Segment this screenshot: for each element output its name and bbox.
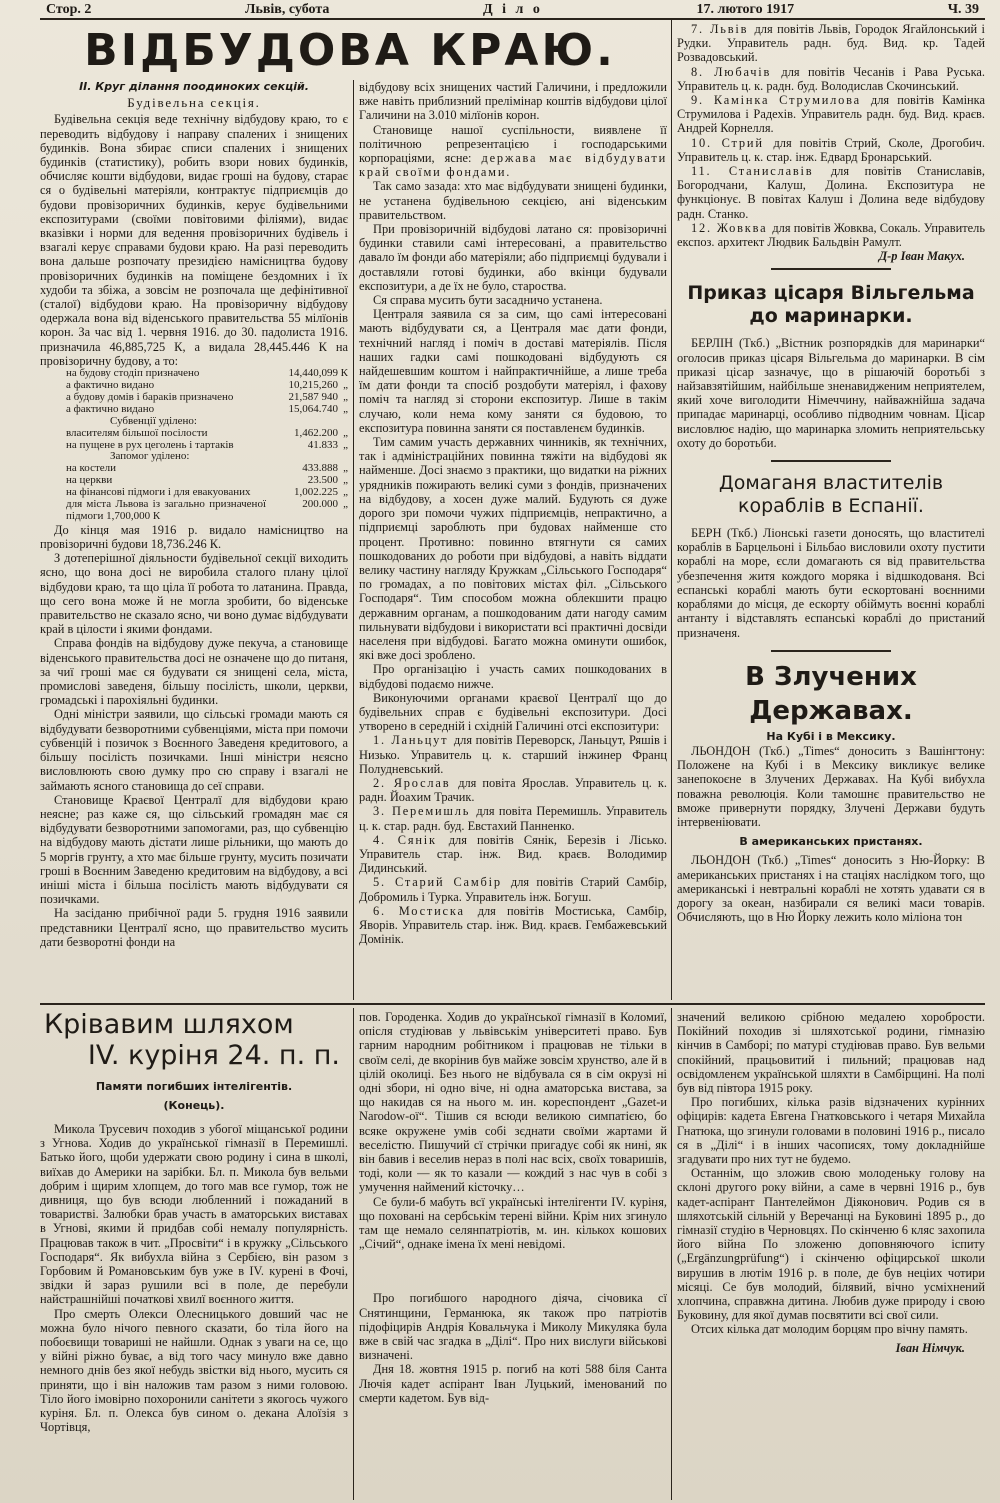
exposition-item <box>677 136 985 164</box>
finance-amount: 41.833 <box>307 438 338 451</box>
paragraph: З дотеперішної діяльности будівельної секції виходить ясно, що вона досі не виробила сталого плану цілої відбудови краю, та що ціла її робота то латанина. Правда, що сего вона може й не могла зробити, бо віденське правительство не сказало ясно, чи воно думає відбудувати край в цілости і якими фондами. <box>40 551 348 637</box>
rebuild-signature: Д-р Іван Макух. <box>878 249 965 264</box>
finance-label: а фактично видано <box>66 402 155 415</box>
finance-row <box>40 392 348 404</box>
finance-unit: „ <box>343 402 348 415</box>
page-header <box>40 2 985 20</box>
finance-unit: „ <box>343 390 348 403</box>
separator <box>771 268 891 270</box>
exposition-description: для повіта Ярослав. Управитель ц. к. радн. Йоахим Трачик. <box>359 775 667 805</box>
exposition-item <box>677 65 985 93</box>
separator <box>771 650 891 652</box>
paragraph: На засіданю прибічної ради 5. грудня 1916 заявили представники Централї ясно, що правительство мусить дати безворотні фонди на <box>40 906 348 949</box>
finance-label: власителям більшої посілости <box>66 426 208 439</box>
finance-amount: 15,064.740 <box>288 402 338 415</box>
finance-amount: 1,462.200 <box>294 426 338 439</box>
finance-label: на фінансові підмоги і для евакуованих <box>66 486 251 499</box>
finance-unit: „ <box>343 498 348 511</box>
paragraph: Ся справа мусить бути засадничо устанена. <box>373 293 603 308</box>
paragraph: Одні міністри заявили, що сільські громади мають ся відбудувати безворотними субвенціями, міста при помочи субвенцій і позичок з Воєнного Заведеня кредитового, а більшу посілість позичками. Інші міністри нєясно висловлюють свою думку про сю справу і взагалі не займають ясного становища до сеї справи. <box>40 707 348 793</box>
exposition-item <box>359 875 667 903</box>
paragraph: Централя заявила ся за сим, що самі інтересовані мають відбудувати ся, а Централя має дати фонди, технічний нагляд і поміч в доставі матеріялів. Після наших гадки самі пошкодовані відбудують ся найдешевшим коштом і найпрактичнійше, а лише треба їм дати фонди та спосіб роздобути матеріял, і фахову поміч та нагляд зі сторони експозитур. Лише в такім случаю, коли нема кому заняти ся будовою, то експозитура повинна заняти ся поставленєм будинків. <box>359 307 667 435</box>
exposition-place: 9. Камінка Струмилова <box>691 93 871 108</box>
header-paper: Д і л о <box>483 2 543 17</box>
finance-amount: 1,002.225 <box>294 486 338 499</box>
exposition-description: для повітів Старий Самбір, Добромиль і Турка. Управитель інж. Богуш. <box>359 875 667 904</box>
paragraph: Отсих кілька дат молодим борцям про вічну память. <box>691 1322 968 1337</box>
paragraph: Микола Трусевич походив з убогої міщанської родини з Угнова. Ходив до української гімназії в Перемишлі. Батько його, щоби удержати свою родину і сина в школі, виїхав до Америки на зарібки. Бл. п. Микола був вельми добрим і щирим хлопцем, до того мав все гумор, тож не дивниця, що був всюди любленний і пожаданий в товаристві. Залюбки брав участь в аматорських виставах в Угнові, якими й придбав собі немалу популярність. Працював також в чит. „Просвіти“ і в кружку „Сільського Господаря“. Як вибухла війна з Сербією, він разом з Горбовим й Романовським був уже в IV. курені в Фочі, звідки й зараз рушили всі в поле, де перебули найстрашнійші початкові хвилї воєнного життя. <box>40 1122 348 1307</box>
paragraph: відбудову всіх знищених частий Галичини, і предложили вже навіть приблизний прелімінар коштів відбудови цілої Галичини на 3.010 мілїонів корон. <box>359 80 667 123</box>
spain-text: БЕРН (Ткб.) Ліонські газети доносять, що властителі кораблів в Барцельоні і Більбао висловили охоту пустити кораблі на море, єсли домагають ся від правительства убезпечення житя кождого моряка і відшкодованя. Всі еспанські кораблі мають бути ескортовані воєнними кораблями до місця, де ескорту обіймуть воєнні кораблі антанту і відставлять еспанські кораблі до пристаний призначеня. <box>677 526 985 640</box>
exposition-place: 8. Любачів <box>691 64 782 79</box>
bloody-subtitle: Памяти погибших інтелігентів. <box>95 1080 293 1093</box>
finance-label: а будову домів і бараків призначено <box>66 390 234 403</box>
usa-title: В Злучених Державах. <box>745 661 917 726</box>
finance-label: для міста Львова із загально призначеної підмоги 1,700,000 К <box>66 498 266 522</box>
finance-unit: „ <box>343 438 348 451</box>
usa-subtitle-2: В американських пристанях. <box>739 835 923 849</box>
exposition-place: 10. Стрий <box>691 135 774 150</box>
bloody-heading-block <box>40 1010 348 1120</box>
finance-row <box>40 416 348 428</box>
exposition-place: 7. Львів <box>691 22 755 36</box>
bloody-end-note: (Конець). <box>163 1099 225 1112</box>
header-issue: Ч. 39 <box>947 2 979 17</box>
finance-row <box>40 428 348 440</box>
paragraph: Справа фондів на відбудову дуже пекуча, а становище віденського правительства досі не означене що до питаня, за чиї гроші має ся будувати ся знищені села, міста, промислові заведеня, більшу посілість, школи, церкви, громадські і парохіяльні будинки. <box>40 636 348 708</box>
exposition-description: для повітів Жовква, Сокаль. Управитель експоз. архитект Людвик Бальдвін Рамулт. <box>677 220 985 250</box>
paragraph: Будівельна секція веде технічну відбудову краю, то є переводить відбудову і направу спалених і знищених будинків. Вона збирає списи спалених і знищених будинків (статистику), робить взори нових будинків, обчисляє кошти відбудови, видає гроші на будову, старає ся о будівельні матеріяли, контрактує підприємців до будови провізоричних будинків, керує будівельними експозитурами (своїми повітовими філіями), видає вказівки і норми для ведення провізоричних будівель і взагалі керує справами будови краю. На разі переводить вона дальше розпочату президією намісництва будову провізоричних будинків на поміщене бездомних і їх худоби та збіжа, а зовсім не розпочала ще дефінітивної (сталої) відбудови краю. На провізоричну відбудову одержала вона від віденського правительства 55 мілїонів корон. За час від 1. червня 1916. до 30. падолиста 1916. призначила 46,885,725 К, а видала 28,445.446 К на провізоричну будову, а то: <box>40 112 348 368</box>
exposition-description: для повітів Переворск, Ланьцут, Ряшів і Низько. Управитель ц. к. старший інжинер Франц Полудневський. <box>359 733 667 776</box>
exposition-list-part-1 <box>359 733 667 946</box>
usa-subtitle: На Кубі і в Мексику. <box>766 729 896 743</box>
exposition-place: 12. Жовква <box>691 220 773 235</box>
finance-unit: „ <box>343 426 348 439</box>
paragraph: Дня 18. жовтня 1915 р. погиб на коті 588 біля Санта Лючія кадет аспірант Іван Луцький, іменований по смерти кадетом. Був від- <box>359 1362 667 1405</box>
finance-unit: К <box>340 367 348 380</box>
finance-table <box>40 368 348 523</box>
paragraph: До кінця мая 1916 р. видало намісництво на провізоричні будови 18,736.246 К. <box>40 522 348 552</box>
bloody-column-3 <box>677 1010 985 1500</box>
horizontal-rule <box>40 1003 985 1005</box>
subsection-heading: Будівельна секція. <box>127 95 261 111</box>
exposition-place: 6. Мостиска <box>373 903 478 918</box>
exposition-place: 5. Старий Самбір <box>373 875 511 890</box>
exposition-description: для повітів Мостиська, Самбір, Яворів. Управитель стар. інж. Вид. краєв. Гембажевський Домінік. <box>359 903 667 947</box>
paragraph: Виконуючими органами краєвої Централї що до будівельних справ є будівельні експозитури. Досі утворено в середній і східній Галичині отсі експозитури: <box>359 690 667 734</box>
bloody-column-2 <box>359 1010 667 1500</box>
spain-title: Домаганя властителів кораблів в Еспанії. <box>718 472 944 518</box>
paragraph: Про погибших, кілька разів відзначених курінних офіцирів: кадета Евгена Гнатковського і четаря Михайла Гнатюка, що згинули головами в половині 1916 р., писало ся в „Ділі“ і в інших часописях, тому докладнійше згадувати про них тут не будемо. <box>677 1095 985 1167</box>
finance-unit: „ <box>343 486 348 499</box>
paragraph: Останнім, що зложив свою молоденьку голову на склоні другого року війни, а саме в червні 1916 р., був кадет-аспірант Пантелеймон Діяконович. Родив ся в шляхотській сільній у Веречанці на Буковині 1895 р., до гімназії студію в Черновцях. По скінченю 6 кляс захопила його війна По зложеню доповняючого іспиту („Ergänzungprüfung“) і скінченю офіцирської школи вирушив в лютім 1916 р. в поле, де був неціих чотири місяці. Се був молодий, білявий, вічно усміхнений хлопчина, справжна дитина. Любив дуже природу і свою Буковину, для якої думав посвятити всі свої сили. <box>677 1166 985 1323</box>
header-date: 17. лютого 1917 <box>696 2 795 17</box>
paragraph: Так само зазада: хто має відбудувати знищені будинки, не устанена будівельною секцією, ані віденським правительством. <box>359 179 667 222</box>
finance-amount: 433.888 <box>302 462 338 475</box>
finance-amount: 200.000 <box>302 498 338 511</box>
usa-paragraph-1: ЛЬОНДОН (Ткб.) „Times“ доносить з Вашінгтону: Положене на Кубі і в Мексику викликує велике занепокоєне в Злучених Державах. На Кубі вибухла поважна революція. Коли тамошнє правительство не вможе привернути порядку, Злучені Держави будуть інтервеніювати. <box>677 743 985 829</box>
exposition-item <box>677 221 985 249</box>
exposition-place: 1. Ланьцут <box>373 733 454 748</box>
exposition-list-part-2 <box>677 22 985 249</box>
finance-label: а фактично видано <box>66 378 155 391</box>
paragraph <box>359 123 667 180</box>
kaiser-text: БЕРЛІН (Ткб.) „Вістник розпорядків для маринарки“ оголосив приказ цісаря Вільгельма до маринарки. В сім приказі цісар зазначує, що в рішаючій боротьбі з найзавзятійшим, найбільше зненавидженим неприятелем, який хоче виголодити Німеччину, найважнійша задача припадає маринарці, особливо підводним човнам. Цісар висловлює надію, що маринарка зломить неприятельську охоту до боротьби. <box>677 336 985 450</box>
paragraph: значений великою срібною медалею хоробрости. Покійний походив зі шляхотської родини, гімназію кінчив в Самборі; по матурі студіював право. Був вельми спокійний, працьовитий і пильний; працював над освідомленєм українськой шляхти в Самбірщині. На полі був від півтора 1915 року. <box>677 1010 985 1096</box>
bloody-signature: Іван Німчук. <box>895 1340 965 1355</box>
exposition-item <box>359 904 667 947</box>
header-city: Львів, субота <box>245 2 330 17</box>
exposition-description: для повітів Сянік, Березів і Лісько. Управитель стар. інж. Вид. краєв. Володимир Дидинський. <box>359 832 667 876</box>
paragraph-text: Становище нашої суспільности, виявлене її політичною репрезентацією і господарськими корпораціями, ясне: <box>359 122 667 166</box>
exposition-item <box>359 804 667 832</box>
paragraph: Про погибшого народного діяча, січовика сї Снятинщини, Германюка, як також про патріотів підофіцирів Андрія Ковальчука і Миколу Микуляка була вже в свій час згадка в „Ділі“. Про них вислуги військові визначені. <box>359 1291 667 1363</box>
bloody-title-line-2: IV. куріня 24. п. п. <box>87 1040 340 1071</box>
finance-amount: 14,440,099 <box>288 367 338 380</box>
finance-unit: „ <box>343 462 348 475</box>
exposition-item <box>359 833 667 876</box>
bloody-column-1 <box>40 1122 348 1500</box>
finance-amount: 21,587 940 <box>288 390 338 403</box>
exposition-description: для повітів Станиславів, Богородчани, Калуш, Долина. Експозитура не функціонує. В повітах Калуш і Долина веде відбудову радн. Станко. <box>677 164 985 221</box>
paragraph: пов. Городенка. Ходив до української гімназії в Коломиї, опісля студіював у львівськім університеті право. Був гарним народним робітником і працював не тільки в своїм селі, де вкорінив був майже зовсім хрунство, але й в цілій околиці. Без нього не відбувала ся в сім окрузі ні одні збори, ні одно віче, ні одна аматорська вистава, за що накидав ся на нього м. ин. кореспондент „Gazet-и Narodow-ої“. Тішив ся всюди великою симпатією, бо всяке окружене умів собі зєднати своїми жартами й веселістю. Пишучий сї стрічки пригадує собі як нині, як він бавив і веселив нераз в полі нас всіх, своїх товаришів, тоді, коли — як то казали — кождий з нас чув в собі з умучення наймений кісточку… <box>359 1010 667 1195</box>
column-rule <box>353 1008 354 1500</box>
exposition-item <box>677 93 985 136</box>
finance-label: на церкви <box>66 474 113 487</box>
finance-row <box>40 499 348 523</box>
finance-amount <box>266 416 338 428</box>
exposition-description: для повіта Перемишль. Управитель ц. к. стар. радн. буд. Евстахий Панненко. <box>359 804 667 833</box>
paragraph: Се були-б мабуть всї українські інтелігенти IV. куріня, що поховані на сербськім терені війни. Крім них згинуло там ще немало селянпатріотів, м. ин. кількох кошових „Січий“, однаке імена їх мені невідомі. <box>359 1194 667 1252</box>
exposition-place: 3. Перемишль <box>373 804 477 819</box>
bloody-title-line-1: Крівавим шляхом <box>44 1010 294 1040</box>
exposition-place: 4. Сянік <box>373 832 449 847</box>
emphasis-text: держава має відбудувати край своїми фондами. <box>359 151 667 180</box>
column-rule <box>353 80 354 1000</box>
usa-paragraph-2: ЛЬОНДОН (Ткб.) „Times“ доносить з Ню-Йорку: В американських пристанях і на стаціях наслідком того, що американські і невтральні кораблі не хотять удавати ся в дорогу за океан, назбирали ся великі маси товарів. Обчисляють, що в Ню Йорку лежить коло міліона тон <box>677 853 985 925</box>
finance-label: Запомог уділено: <box>110 450 190 463</box>
exposition-item <box>677 22 985 65</box>
kaiser-title: Приказ цісаря Вільгельма до маринарки. <box>687 282 975 328</box>
paragraph: При провізоричній відбудові латано ся: провізоричні будинки ставили самі інтересовані, а правительство давало їм фонди або матеріяли; або підприємці будували і доставляли готові будинки, або вкінци будували експозитури, а де їх не було, староства. <box>359 222 667 293</box>
finance-amount: 10,215,260 <box>288 378 338 391</box>
finance-label: на пущене в рух цеголень і тартаків <box>66 438 234 451</box>
finance-label: на будову стодіп призначено <box>66 367 200 380</box>
exposition-description: для повітів Чесанів і Рава Руська. Управитель ц. к. радн. буд. Володислав Скочинський. <box>677 64 985 93</box>
exposition-description: для повітів Стрий, Сколе, Дрогобич. Управитель ц. к. стар. інж. Едвард Бронарський. <box>677 135 985 164</box>
page-number: Стор. 2 <box>46 2 92 17</box>
exposition-place: 11. Станиславів <box>691 164 831 179</box>
exposition-description: для повітів Львів, Городок Ягайлонський і Рудки. Управитель радн. буд. Вид. кр. Тадей Розвадовський. <box>677 22 985 65</box>
exposition-item <box>359 733 667 776</box>
finance-unit: „ <box>343 474 348 487</box>
column-rule <box>671 1008 672 1500</box>
exposition-place: 2. Ярослав <box>373 775 459 790</box>
exposition-description: для повітів Камінка Струмилова і Радехів. Управитель радн. буд. Вид. краєв. Андрей Корнелля. <box>677 93 985 136</box>
finance-row <box>40 404 348 416</box>
paragraph: Про смерть Олекси Олесницького довший час не можна було нічого певного сказати, бо тіла його на побоєвищи товариші не найшли. Однак з уваги на се, що у війні ріжно буває, а від того часу минуло вже давно немного днів без якої небудь звістки від нього, мусить ся приняти, що і він наложив там разом з ними головою. Тіло його імовірно похоронили санітети з якогось чужого куріня. Бл. п. Олекса був сином о. декана Алоїзія з Чортівця, <box>40 1306 348 1435</box>
paragraph: Становище Краєвої Централї для відбудови краю неясне; раз каже ся, що сільський громадян має ся відбудувати безворотними запомогами, раз, що субвенцію на відбудову мають дістати лише рільники, що мають до 5 моргів грунту, а хто має більше грунту, мусить позичати гроші в Воєнним Заведеню кредитовим на відбудову, а всі иніші міста і більша посілість мають відбудувати ся позичками. <box>40 792 348 907</box>
rebuild-column-2 <box>359 80 667 1002</box>
finance-label: Субвенції уділено: <box>110 414 197 427</box>
paragraph: Тим самим участь державних чинників, як технічних, так і адміністраційних повинна тяжіти на відбудові як найменше. Досі знаємо з практики, що видатки на ріжних урядників пожирають великі суми з фондів, призначених на відбудову, а хосен дуже малий. Будують ся дуже дорого зри помочи чужих підприємців, непрактично, а підприємці зароблють при будовах найменше сто процент. Противно: повинно втягнути ся самих пошкодованих до роботи при відбудові, а навіть віддати велику частину нагляду Кружкам „Сільського Господаря“ по громадах, а по повітових містах філ. „Сільського Господаря“. Тим способом можна облекшити працю державним органам, а пошкодованим дати нагоду самим пильнувати відбудови і використати всі практичні досвіди населеня при відбудові. Багато можна оминути ошибок, які вже досі зроблено. <box>359 435 667 663</box>
finance-label: на костели <box>66 462 117 475</box>
article-title-rebuild: ВІДБУДОВА КРАЮ. <box>84 25 616 76</box>
paragraph: Про організацію і участь самих пошкодованих в відбудові подаємо нижче. <box>359 662 667 691</box>
exposition-item <box>677 164 985 221</box>
separator <box>771 460 891 462</box>
finance-unit: „ <box>343 378 348 391</box>
exposition-item <box>359 776 667 804</box>
section-heading: II. Круг ділання поодиноких секцій. <box>79 80 309 93</box>
column-rule <box>671 20 672 1000</box>
finance-unit <box>338 416 348 428</box>
right-column <box>677 22 985 1000</box>
finance-row <box>40 440 348 452</box>
rebuild-column-1 <box>40 80 348 1002</box>
finance-amount: 23.500 <box>307 474 338 487</box>
